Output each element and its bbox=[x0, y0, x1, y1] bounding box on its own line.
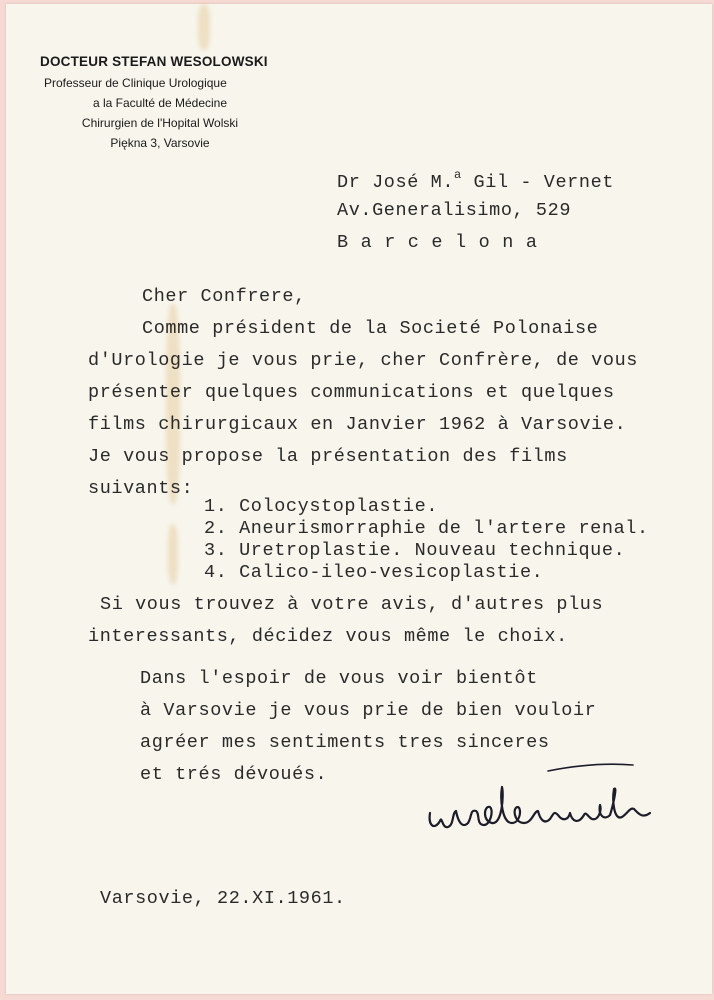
recipient-surname: Gil - Vernet bbox=[461, 172, 614, 193]
paragraph1-line3: présenter quelques communications et quelques bbox=[88, 382, 615, 403]
recipient-name-line bbox=[337, 168, 614, 193]
recipient-name: Dr José M. bbox=[337, 172, 455, 193]
letterhead-faculty: a la Faculté de Médecine bbox=[92, 96, 228, 110]
letterhead-hospital: Chirurgien de l'Hopital Wolski bbox=[81, 116, 239, 130]
recipient-city: Barcelona bbox=[337, 232, 550, 253]
closing-line2: à Varsovie je vous prie de bien vouloir bbox=[140, 700, 597, 721]
closing-line1: Dans l'espoir de vous voir bientôt bbox=[140, 668, 538, 689]
paragraph2-line2: interessants, décidez vous même le choix. bbox=[88, 626, 568, 647]
closing-line3: agréer mes sentiments tres sinceres bbox=[140, 732, 550, 753]
closing-line4: et trés dévoués. bbox=[140, 764, 328, 785]
film-item-2: 2. Aneurismorraphie de l'artere renal. bbox=[204, 518, 649, 539]
signature-underline-stroke bbox=[548, 764, 633, 771]
stain-lower bbox=[168, 524, 178, 584]
letterhead-address: Piękna 3, Varsovie bbox=[110, 136, 210, 150]
letterhead-title: Professeur de Clinique Urologique bbox=[44, 76, 227, 90]
paragraph1-line6: suivants: bbox=[88, 478, 194, 499]
salutation: Cher Confrere, bbox=[142, 286, 306, 307]
paragraph1-line5: Je vous propose la présentation des films bbox=[88, 446, 568, 467]
letterhead-name: DOCTEUR STEFAN WESOLOWSKI bbox=[40, 54, 268, 69]
paragraph2-line1: Si vous trouvez à votre avis, d'autres plus bbox=[100, 594, 604, 615]
paragraph1-line2: d'Urologie je vous prie, cher Confrère, de vous bbox=[88, 350, 638, 371]
letterhead bbox=[40, 54, 300, 153]
handwritten-signature bbox=[418, 755, 688, 850]
recipient-name-superscript: a bbox=[454, 168, 462, 182]
paragraph1-line4: films chirurgicaux en Janvier 1962 à Varsovie. bbox=[88, 414, 627, 435]
recipient-street: Av.Generalisimo, 529 bbox=[337, 200, 572, 221]
film-item-4: 4. Calico-ileo-vesicoplastie. bbox=[204, 562, 544, 583]
film-item-3: 3. Uretroplastie. Nouveau technique. bbox=[204, 540, 626, 561]
signature-main-stroke bbox=[430, 787, 650, 827]
dateline: Varsovie, 22.XI.1961. bbox=[100, 888, 346, 909]
paragraph1-line1: Comme président de la Societé Polonaise bbox=[142, 318, 599, 339]
film-item-1: 1. Colocystoplastie. bbox=[204, 496, 439, 517]
stain-top bbox=[198, 4, 210, 50]
